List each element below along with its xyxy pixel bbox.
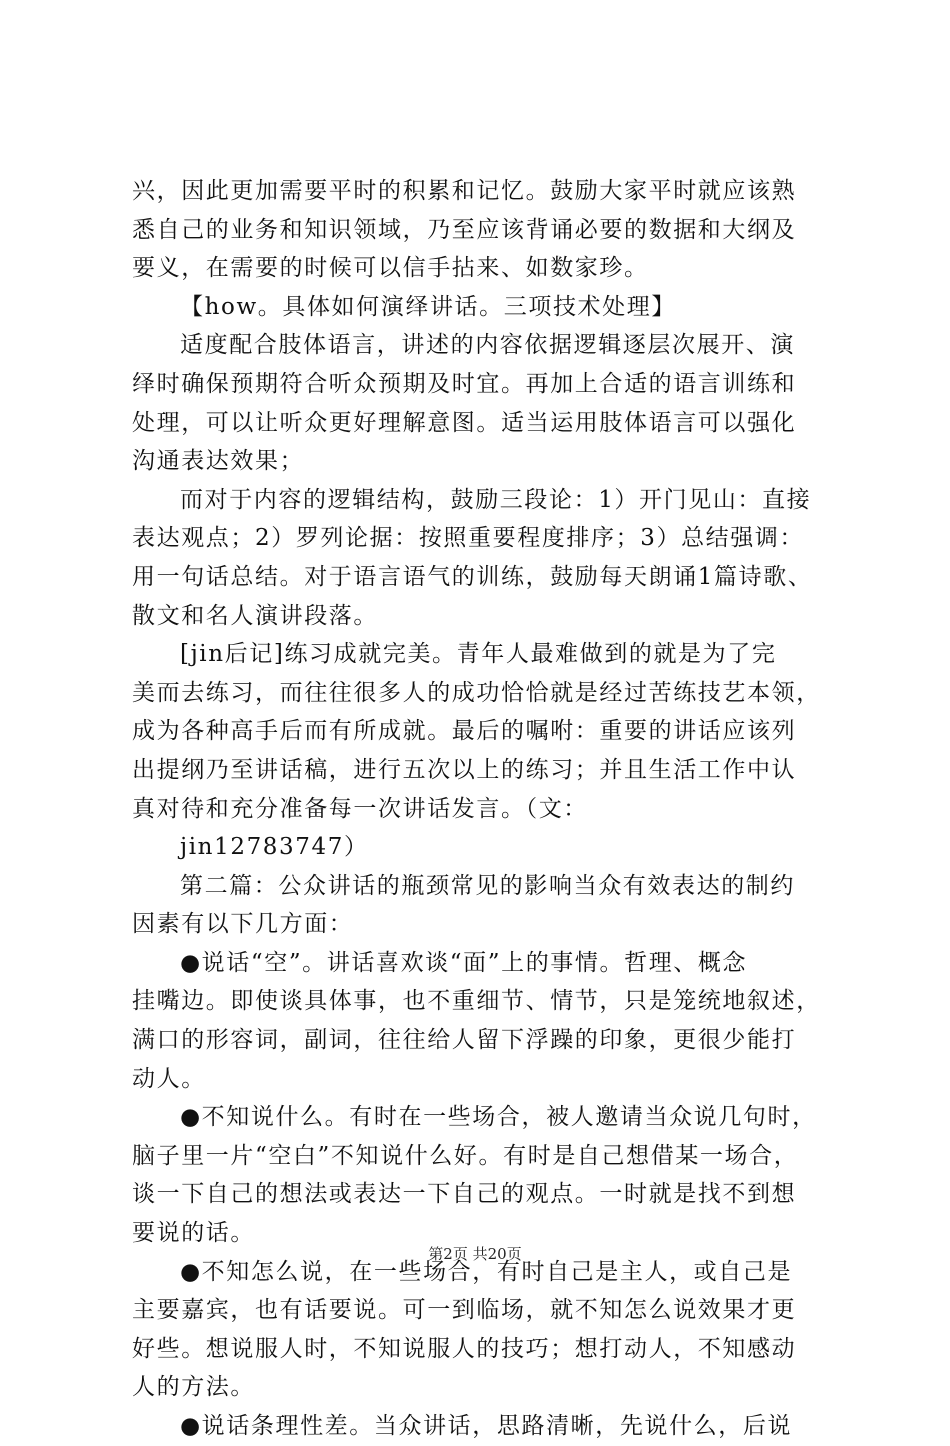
text-line: 沟通表达效果；: [132, 448, 305, 475]
text-line: ●说话“空”。讲话喜欢谈“面”上的事情。哲理、概念: [180, 949, 748, 976]
text-line: 表达观点；2）罗列论据：按照重要程度排序；3）总结强调：: [132, 525, 805, 552]
text-line: 好些。想说服人时，不知说服人的技巧；想打动人，不知感动: [132, 1335, 797, 1362]
page-number-footer: 第2页 共20页: [428, 1245, 522, 1263]
text-line: 用一句话总结。对于语言语气的训练，鼓励每天朗诵1篇诗歌、: [132, 563, 813, 590]
text-line: 美而去练习，而往往很多人的成功恰恰就是经过苦练技艺本领，: [132, 679, 821, 706]
text-line: [jin后记]练习成就完美。青年人最难做到的就是为了完: [180, 641, 777, 668]
text-line: 出提纲乃至讲话稿，进行五次以上的练习；并且生活工作中认: [132, 756, 797, 783]
text-line: 悉自己的业务和知识领域，乃至应该背诵必要的数据和大纲及: [132, 216, 797, 243]
text-line: 主要嘉宾，也有话要说。可一到临场，就不知怎么说效果才更: [132, 1297, 797, 1324]
text-line: 而对于内容的逻辑结构，鼓励三段论：1）开门见山：直接: [180, 486, 812, 513]
text-line: ●不知说什么。有时在一些场合，被人邀请当众说几句时，: [180, 1104, 817, 1131]
text-line: 动人。: [132, 1065, 206, 1092]
text-line: 处理，可以让听众更好理解意图。适当运用肢体语言可以强化: [132, 409, 797, 436]
text-line: 满口的形容词，副词，往往给人留下浮躁的印象，更很少能打: [132, 1027, 797, 1054]
text-line: 第二篇：公众讲话的瓶颈常见的影响当众有效表达的制约: [180, 872, 795, 899]
text-line: 挂嘴边。即使谈具体事，也不重细节、情节，只是笼统地叙述，: [132, 988, 821, 1015]
text-line: 兴，因此更加需要平时的积累和记忆。鼓励大家平时就应该熟: [132, 178, 797, 204]
text-line: 适度配合肢体语言，讲述的内容依据逻辑逐层次展开、演: [180, 332, 795, 359]
text-line: 绎时确保预期符合听众预期及时宜。再加上合适的语言训练和: [132, 370, 797, 397]
text-line: ●不知怎么说，在一些场合，有时自己是主人，或自己是: [180, 1258, 793, 1285]
text-line: 真对待和充分准备每一次讲话发言。（文：: [132, 795, 588, 822]
text-line: 谈一下自己的想法或表达一下自己的观点。一时就是找不到想: [132, 1181, 797, 1208]
text-line: 因素有以下几方面：: [132, 911, 354, 938]
section-heading: 【how。具体如何演绎讲话。三项技术处理】: [180, 293, 676, 320]
text-line: 要说的话。: [132, 1220, 255, 1247]
text-line: 人的方法。: [132, 1374, 255, 1401]
text-line: ●说话条理性差。当众讲话，思路清晰，先说什么，后说: [180, 1413, 793, 1439]
text-line: 成为各种高手后而有所成就。最后的嘱咐：重要的讲话应该列: [132, 718, 797, 745]
text-line: 脑子里一片“空白”不知说什么好。有时是自己想借某一场合，: [132, 1142, 799, 1169]
text-line: 要义，在需要的时候可以信手拈来、如数家珍。: [132, 255, 649, 282]
text-line: 散文和名人演讲段落。: [132, 602, 378, 629]
text-line: jin12783747）: [180, 834, 369, 861]
